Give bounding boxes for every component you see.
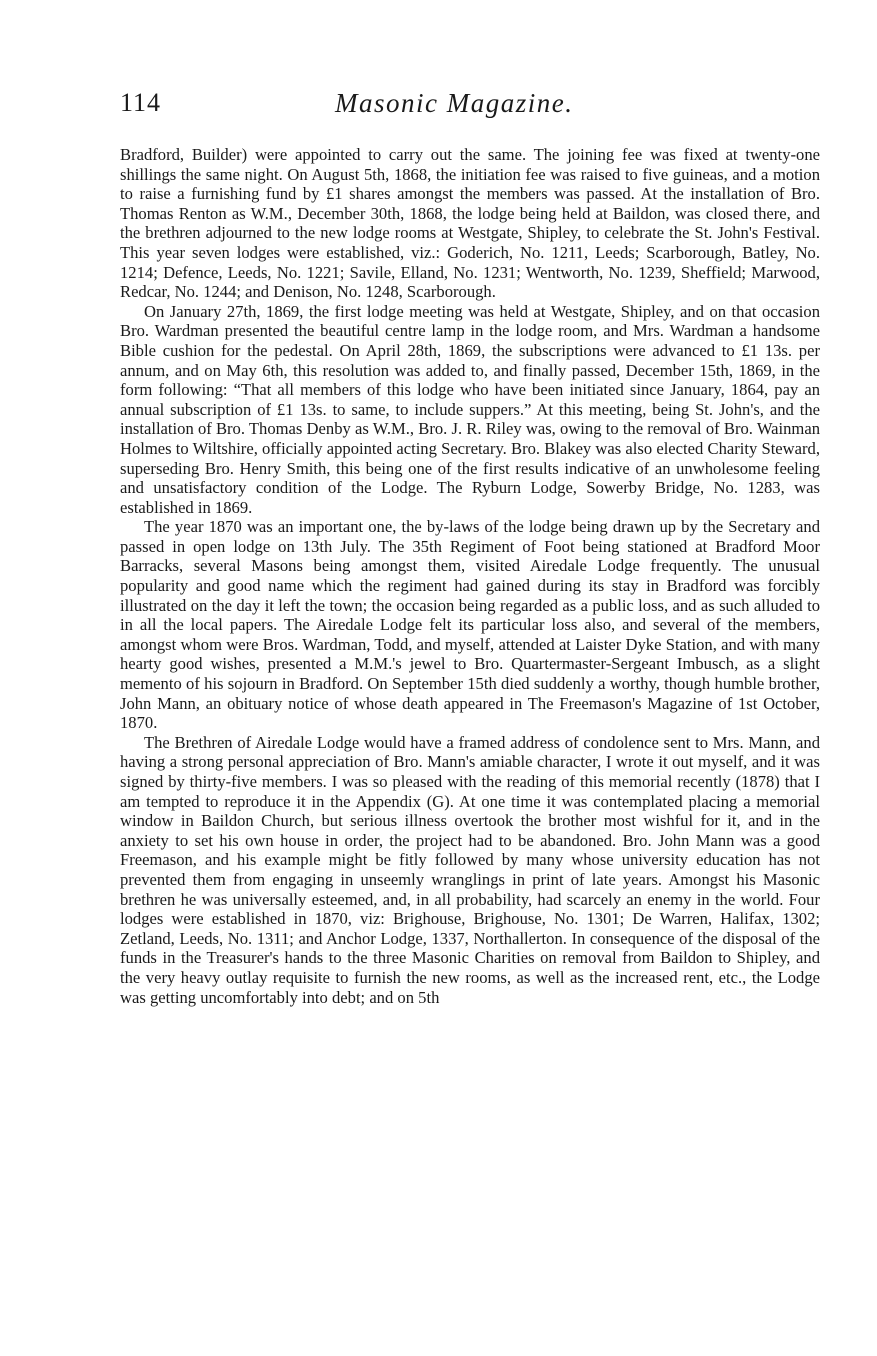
page-number: 114 — [120, 88, 162, 117]
paragraph: Bradford, Builder) were appointed to carry out the same. The joining fee was fixed at twenty-one shillings the same night. On August 5th, 1868, the initiation fee was raised to five guineas, and a motion to raise a furnishing fund by £1 shares amongst the members was passed. At the installation of Bro. Thomas Renton as W.M., December 30th, 1868, the lodge being held at Baildon, was closed there, and the brethren adjourned to the new lodge rooms at Westgate, Shipley, to celebrate the St. John's Festival. This year seven lodges were established, viz.: Goderich, No. 1211, Leeds; Scarborough, Batley, No. 1214; Defence, Leeds, No. 1221; Savile, Elland, No. 1231; Wentworth, No. 1239, Sheffield; Marwood, Redcar, No. 1244; and Denison, No. 1248, Scarborough. — [120, 145, 820, 302]
running-head — [120, 88, 820, 128]
article-body — [120, 145, 820, 1007]
magazine-title: Masonic Magazine. — [335, 88, 574, 118]
paragraph: The year 1870 was an important one, the by-laws of the lodge being drawn up by the Secretary and passed in open lodge on 13th July. The 35th Regiment of Foot being stationed at Bradford Moor Barracks, several Masons being amongst them, visited Airedale Lodge frequently. The unusual popularity and good name which the regiment had gained during its stay in Bradford was forcibly illustrated on the day it left the town; the occasion being regarded as a public loss, and as such alluded to in all the local papers. The Airedale Lodge felt its particular loss also, and several of the members, amongst whom were Bros. Wardman, Todd, and myself, attended at Laister Dyke Station, and with many hearty good wishes, presented a M.M.'s jewel to Bro. Quartermaster-Sergeant Imbusch, as a slight memento of his sojourn in Bradford. On September 15th died suddenly a worthy, though humble brother, John Mann, an obituary notice of whose death appeared in The Freemason's Magazine of 1st October, 1870. — [120, 517, 820, 733]
paragraph: On January 27th, 1869, the first lodge meeting was held at Westgate, Shipley, and on that occasion Bro. Wardman presented the beautiful centre lamp in the lodge room, and Mrs. Wardman a handsome Bible cushion for the pedestal. On April 28th, 1869, the subscriptions were advanced to £1 13s. per annum, and on May 6th, this resolution was added to, and finally passed, December 15th, 1869, in the form following: “That all members of this lodge who have been initiated since January, 1864, pay an annual subscription of £1 13s. to same, to include suppers.” At this meeting, being St. John's, and the installation of Bro. Thomas Denby as W.M., Bro. J. R. Riley was, owing to the removal of Bro. Wainman Holmes to Wiltshire, officially appointed acting Secretary. Bro. Blakey was also elected Charity Steward, superseding Bro. Henry Smith, this being one of the first results indicative of an unwholesome feeling and unsatisfactory condition of the Lodge. The Ryburn Lodge, Sowerby Bridge, No. 1283, was established in 1869. — [120, 301, 820, 517]
paragraph: The Brethren of Airedale Lodge would have a framed address of condolence sent to Mrs. Mann, and having a strong personal appreciation of Bro. Mann's amiable character, I wrote it out myself, and it was signed by thirty-five members. I was so pleased with the reading of this memorial recently (1878) that I am tempted to reproduce it in the Appendix (G). At one time it was contemplated placing a memorial window in Baildon Church, but serious illness overtook the brother most wishful for it, and in the anxiety to set his own house in order, the project had to be abandoned. Bro. John Mann was a good Freemason, and his example might be fitly followed by many whose university education has not prevented them from engaging in unseemly wranglings in print of late years. Amongst his Masonic brethren he was universally esteemed, and, in all probability, had scarcely an enemy in the world. Four lodges were established in 1870, viz: Brighouse, Brighouse, No. 1301; De Warren, Halifax, 1302; Zetland, Leeds, No. 1311; and Anchor Lodge, 1337, Northallerton. In consequence of the disposal of the funds in the Treasurer's hands to the three Masonic Charities on removal from Baildon to Shipley, and the very heavy outlay requisite to furnish the new rooms, as well as the increased rent, etc., the Lodge was getting uncomfortably into debt; and on 5th — [120, 732, 820, 1007]
